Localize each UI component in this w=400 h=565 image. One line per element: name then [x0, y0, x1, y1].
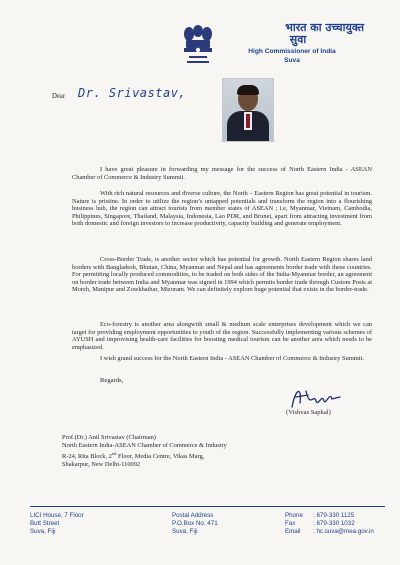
footer-email[interactable]: Email : hc.suva@mea.gov.in — [285, 528, 374, 535]
footer-postal-address — [172, 512, 218, 536]
footer-fax: Fax : 679-330 1032 — [285, 520, 355, 527]
hc-title-line: High Commissioner of India — [248, 48, 336, 55]
footer-postal-line: Postal Address — [172, 512, 214, 519]
footer-contact — [285, 512, 374, 536]
paragraph-2: With rich natural resources and diverse culture, the North – Eastern Region has great potential in tourism. Nature is pristine. In order to utilize the region’s untapped potentials and transform the region into a flourishing business hub, the region can attract tourists from member states of ASEAN ; i.e, Myanmar, Vietnam, Cambodia, Philippines, Singapore, Thailand, Malaysia, Indonesia, Lao PDR, and Brunei, apart from attracting investment from both domestic and foreign investors to increase productivity, capacity building and generate employment. — [72, 190, 372, 228]
address-line-2: North Eastern India-ASEAN Chamber of Commerce & Industry — [62, 442, 227, 449]
signatory-name: (Vishvas Sapkal) — [286, 409, 331, 416]
national-emblem-icon — [180, 22, 216, 68]
footer-phone: Phone : 679-330 1125 — [285, 512, 355, 519]
footer-postal-line: P.O.Box No. 471 — [172, 520, 218, 527]
hindi-place-line: सुवा — [289, 33, 307, 46]
footer-office-line: Butt Street — [30, 520, 60, 527]
closing: Regards, — [100, 377, 124, 384]
paragraph-4: Eco-forestry is another area alongwith small & medium scale enterprises development which we can target for providing employment opportunities to youth of the region. Successfully implementing various schemes of AYUSH and improvising health-care facilities for boosting medical tourism can be another area which needs to be emphasized. — [72, 321, 372, 351]
paragraph-1: I have great pleasure in forwarding my message for the success of North Eastern India - ASEAN Chamber of Commerce & Industry Summit. — [72, 166, 372, 181]
hc-place-line: Suva — [284, 57, 300, 64]
footer-divider — [30, 506, 385, 507]
address-line-3: R-24, Rita Block, 2nd Floor, Media Centre, Vikas Marg, — [62, 451, 205, 461]
footer-office-line: LICI House, 7 Floor — [30, 512, 84, 519]
hindi-title-line: भारत का उच्चायुक्त — [285, 21, 364, 34]
footer-office-address — [30, 512, 84, 536]
salutation: Dear — [52, 93, 66, 100]
address-line-4: Shakarpur, New Delhi-110092 — [62, 461, 141, 469]
recipient-address — [62, 434, 322, 469]
salutation-name-handwritten: Dr. Srivastav, — [78, 86, 187, 100]
portrait-photo — [222, 78, 274, 142]
paragraph-3: Cross-Border Trade, is another sector which has potential for growth. North Eastern Region shares land borders with Bangladesh, Bhutan, China, Myanmar and Nepal and has agreements border trade with these countries. For permitting locally produced commodities, to be traded on both sides of the India-Myanmar border, an agreement on border trade between India and Myanmar was signed in 1994 which permits border trade through Custom Posts at Moreh, Manipur and Zowkhathar, Mizoram. We can definitely explore huge potential that exists in the border-trade. — [72, 256, 372, 294]
high-commissioner-title — [217, 47, 367, 65]
footer-postal-line: Suva, Fiji — [172, 528, 198, 535]
address-line-1: Prof.(Dr.) Anil Srivastav (Chairman) — [62, 434, 156, 441]
footer-office-line: Suva, Fiji — [30, 528, 56, 535]
paragraph-5: I wish grand success for the North Eastern India - ASEAN Chamber of Commerce & Industry Summit. — [100, 355, 364, 362]
hindi-title — [254, 22, 364, 46]
